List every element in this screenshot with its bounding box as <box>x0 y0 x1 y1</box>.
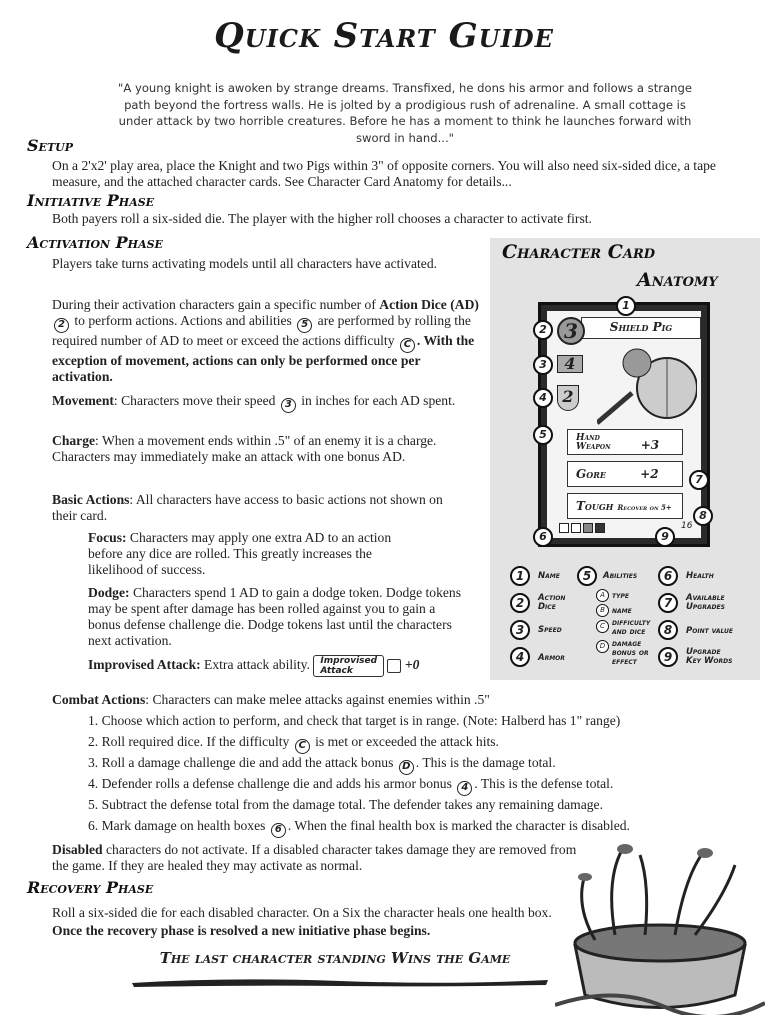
character-card <box>538 302 710 547</box>
callout-2: 2 <box>533 320 553 340</box>
callout-3: 3 <box>533 355 553 375</box>
dodge-text: Dodge: Characters spend 1 AD to gain a dodge token. Dodge tokens may be spent after damage has been rolled against you to gain a bonus defense challenge die. Dodge tokens last until the characters next activation. <box>88 585 462 648</box>
setup-text: On a 2'x2' play area, place the Knight and two Pigs within 3" of opposite corners. You will also need six-sided dice, a tape measure, and the attached character cards. See Character Card Anatomy for details... <box>52 158 716 189</box>
legend-speed: Speed <box>538 625 562 635</box>
ref-2-icon: 2 <box>54 318 69 333</box>
point-value: 16 <box>681 521 693 531</box>
activation-intro: Players take turns activating models until all characters have activated. <box>52 256 438 271</box>
legend-b-icon: B <box>596 604 609 617</box>
ref-3-icon: 3 <box>281 398 296 413</box>
legend-4-icon: 4 <box>510 647 530 667</box>
basic-actions-text: Basic Actions: All characters have access to basic actions not shown on their card. <box>52 492 443 523</box>
legend-8-icon: 8 <box>658 620 678 640</box>
legend-c-icon: C <box>596 620 609 633</box>
legend-ability-name: name <box>612 606 632 616</box>
legend-3-icon: 3 <box>510 620 530 640</box>
legend-7-icon: 7 <box>658 593 678 613</box>
ref-c-icon: C <box>400 338 415 353</box>
panel-title-1: Character Card <box>502 241 656 263</box>
legend-abilities: Abilities <box>603 571 638 581</box>
card-name-banner: Shield Pig <box>581 317 701 339</box>
legend-action-dice: Action Dice <box>538 593 566 612</box>
disabled-text: Disabled characters do not activate. If a disabled character takes damage they are removed from the game. If they are healed they may activate as normal. <box>52 842 577 873</box>
ref-c-icon: C <box>295 739 310 754</box>
ref-6-icon: 6 <box>271 823 286 838</box>
legend-health: Health <box>686 571 714 581</box>
legend-type: type <box>612 591 629 601</box>
legend-damage: damage bonus or effect <box>612 639 649 667</box>
combat-step-4: 4. Defender rolls a defense challenge die and adds his armor bonus 4 . This is the defense total. <box>88 776 613 796</box>
legend-name: Name <box>538 571 560 581</box>
legend-difficulty: difficulty and dice <box>612 618 651 637</box>
legend-9-icon: 9 <box>658 647 678 667</box>
combat-step-1: 1. Choose which action to perform, and check that target is in range. (Note: Halberd has 1" range) <box>88 713 621 728</box>
legend-upgrades: Available Upgrades <box>686 593 725 612</box>
callout-6: 6 <box>533 527 553 547</box>
combat-step-5: 5. Subtract the defense total from the damage total. The defender takes any remaining damage. <box>88 797 603 812</box>
health-boxes <box>559 523 605 533</box>
legend-key-words: Upgrade Key Words <box>686 647 733 666</box>
focus-text: Focus: Characters may apply one extra AD to an action before any dice are rolled. This greatly increases the likelihood of success. <box>88 530 392 577</box>
die-icon <box>387 659 401 673</box>
combat-text: Combat Actions: Characters can make melee attacks against enemies within .5" <box>52 692 490 707</box>
legend-armor: Armor <box>538 653 565 663</box>
callout-5: 5 <box>533 425 553 445</box>
callout-9: 9 <box>655 527 675 547</box>
legend-1-icon: 1 <box>510 566 530 586</box>
activation-heading: Activation Phase <box>27 233 163 252</box>
callout-8: 8 <box>693 506 713 526</box>
armor-value: 2 <box>557 385 579 411</box>
charge-text: Charge: When a movement ends within .5" of an enemy it is a charge. Characters may immediately make an attack with one bonus AD. <box>52 433 437 464</box>
tagline: The last character standing Wins the Game <box>159 949 511 967</box>
ref-5-icon: 5 <box>297 318 312 333</box>
action-dice-value: 3 <box>557 317 585 345</box>
initiative-text: Both payers roll a six-sided die. The player with the higher roll chooses a character to activate first. <box>52 211 592 226</box>
combat-step-6: 6. Mark damage on health boxes 6 . When the final health box is marked the character is disabled. <box>88 818 630 838</box>
speed-value: 4 <box>557 355 583 373</box>
recovery-heading: Recovery Phase <box>27 878 154 897</box>
ref-d-icon: D <box>399 760 414 775</box>
legend-a-icon: A <box>596 589 609 602</box>
recovery-text: Roll a six-sided die for each disabled character. On a Six the character heals one health box. Once the recovery phase is resolved a new initiative phase begins. <box>52 905 552 938</box>
activation-details: During their activation characters gain a specific number of Action Dice (AD)2 to perform actions. Actions and abilities 5 are performed by rolling the required number of AD to meet or exceed the actions difficulty C . With the exception of movement, actions can only be performed once per activation. <box>52 297 479 384</box>
legend-point-value: Point value <box>686 626 733 636</box>
callout-1: 1 <box>616 296 636 316</box>
legend-6-icon: 6 <box>658 566 678 586</box>
legend-2-icon: 2 <box>510 593 530 613</box>
callout-7: 7 <box>689 470 709 490</box>
setup-heading: Setup <box>27 136 73 155</box>
ability-tough: Tough Recover on 5+ <box>567 493 683 519</box>
flavor-text: "A young knight is awoken by strange dreams. Transfixed, he dons his armor and follows a strange path beyond the fortress walls. He is jolted by a prodigious rush of adrenaline. A small cottage is under attack by two horrible creatures. Before he has a moment to think he launches forward with sword in hand..." <box>118 81 692 145</box>
legend-d-icon: D <box>596 640 609 653</box>
shield-pig-illustration <box>597 343 697 428</box>
ability-gore: Gore +2 <box>567 461 683 487</box>
cauldron-plant-illustration <box>555 835 765 1015</box>
panel-title-2: Anatomy <box>637 269 718 291</box>
improvised-attack-text: Improvised Attack: Extra attack ability. Improvised Attack +0 <box>88 656 420 676</box>
brush-stroke <box>130 975 550 989</box>
initiative-heading: Initiative Phase <box>27 191 155 210</box>
improvised-attack-card: Improvised Attack <box>313 655 384 677</box>
movement-text: Movement: Characters move their speed 3 in inches for each AD spent. <box>52 393 477 413</box>
callout-4: 4 <box>533 388 553 408</box>
legend-5-icon: 5 <box>577 566 597 586</box>
ability-hand-weapon: Hand Weapon +3 <box>567 429 683 455</box>
page-title: Quick Start Guide <box>214 16 554 56</box>
combat-step-3: 3. Roll a damage challenge die and add the attack bonus D . This is the damage total. <box>88 755 556 775</box>
combat-step-2: 2. Roll required dice. If the difficulty C is met or exceeded the attack hits. <box>88 734 499 754</box>
ref-4-icon: 4 <box>457 781 472 796</box>
